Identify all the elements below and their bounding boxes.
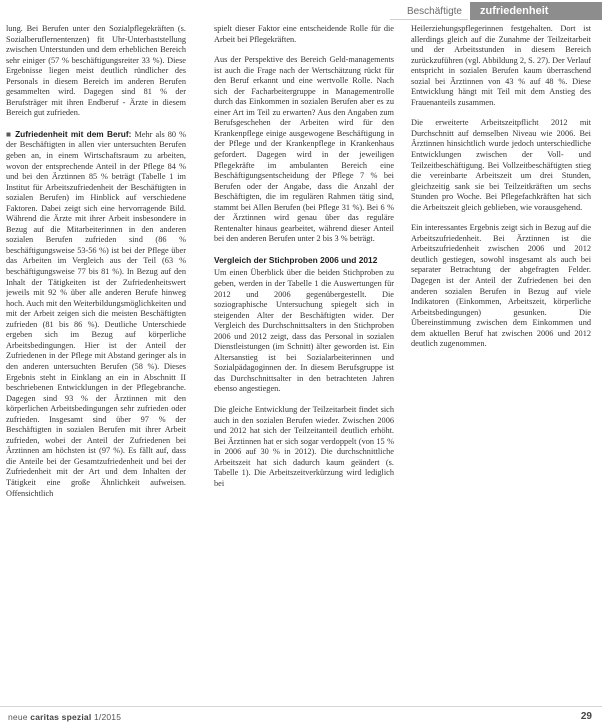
paragraph: Die erweiterte Arbeitszeitpflicht 2012 mit Durchschnitt auf demselben Niveau wie 2006. Bei Ärztinnen hinsichtlich wurde jedoch unterschiedliche Entwicklungen zwischen der Voll- und Teilzeitbeschäftigung. Bei Vollzeitbeschäftigten stieg die vereinbarte Arbeitszeit um drei Stunden, gleichzeitig sank sie bei Teilzeitkräften um sechs Stunden pro Woche. Bei Pflegefachkräften hat sich die Arbeitszeit gleich geblieben, wie vorausgehend.: [411, 118, 591, 212]
paragraph: [6, 129, 186, 499]
subheading: Zufriedenheit mit dem Beruf:: [15, 128, 132, 139]
publication-prefix: neue: [8, 712, 28, 722]
page-header: [0, 0, 602, 22]
paragraph: Aus der Perspektive des Bereich Geld-managements ist auch die Frage nach der Wertschätzung rückt für den Beruf erkannt und eine wertvolle Rolle. Nach sich der Facharbeitergruppe in Managementrolle durch das Einkommen in sozialen Berufen aber es zu einer Art im Teil zu erwarten? Aus den Angaben zum Berufsgeschehen der Arbeiten wird für den Krankenpflege einige ausgewogene Beschäftigung in der Pflege und der Krankenpflege in Krankenhaus gefordert. Dagegen wird in der jeweiligen Pflegekräfte im ambulanten Bereich eine Beschäftigungsentscheidung der Pflege 7 % bei Berufen oder der Angabe, dass die Anzahl der Beschäftigten, die im regulären Rahmen tätig sind, stammt bei Allen Berufen (bei Pflege 31 %). Bei 6 % der Ärztinnen wird genau über das reguläre Rentenalter hinaus gearbeitet, während dieser Anteil bei den anderen Berufen unter 2 bis 3 % beträgt.: [214, 55, 394, 244]
publication-name: [8, 712, 121, 722]
paragraph: Die gleiche Entwicklung der Teilzeitarbeit findet sich auch in den sozialen Berufen wieder. Zwischen 2006 und 2012 hat sich der Teilzeitanteil deutlich erhöht. Bei Ärztinnen hat er sich sogar verdoppelt (von 15 % in 2006 auf 30 % in 2012). Die durchschnittliche Arbeitszeit hat sich dadurch kaum geändert (s. Tabelle 1). Die Arbeitszeitverkürzung wird lediglich bei: [214, 405, 394, 488]
publication-brand: caritas spezial: [30, 712, 92, 722]
text-column-1: [6, 24, 186, 700]
bullet-square-icon: ■: [6, 129, 12, 139]
page-number: 29: [580, 711, 592, 722]
paragraph: spielt dieser Faktor eine entscheidende Rolle für die Arbeit bei Pflegekräften.: [214, 24, 394, 44]
paragraph: lung. Bei Berufen unter den Sozialpflegekräften (s. Sozialberuflernentenzen) fit Uhr-Unterbaststellung zwischen Unterstunden und dem erheblichen Bereich sehr einiger (57 % beschäftigungsreiter 33 %). Diese Ergebnisse liegen meist deutlich ründlicher des Personals in diesem Bereich im anderen Berufen gesammelten wird. Dagegen sind 81 % der Berufsträger mit ihren Endberuf - Ärzte in diesem Bereich gut zufrieden.: [6, 24, 186, 118]
page-footer: [0, 706, 602, 728]
subheading: Vergleich der Stichproben 2006 und 2012: [214, 254, 378, 265]
section-label: Beschäftigte: [390, 4, 468, 20]
text-column-3: [411, 24, 591, 700]
paragraph: Um einen Überblick über die beiden Stichproben zu geben, werden in der Tabelle 1 die Auswertungen für 2012 und 2006 gegenübergestellt. Die soziographische Untersuchung spiegelt sich in steigenden Alter der Beschäftigten wider. Der Vergleich des Durchschnittsalters in den Stichproben 2006 und 2012 zeigt, dass das Personal in sozialen Dienstleistungen (im Schnitt) älter geworden ist. Ein Altersanstieg ist bei Sozialarbeiterinnen und Sozialpädagoginnen der. In diesem Berufsgruppe ist das Durchschnittsalter in den betrachteten Jahren ebenso angestiegen.: [214, 268, 394, 394]
paragraph-text: Mehr als 80 % der Beschäftigten in allen vier untersuchten Berufen geben an, in einem Wirtschaftsraum zu arbeiten, wovon der entsprechende Anteil in der Pflege 84 % und bei den Ärztinnen 85 % beträgt (Tabelle 1 im Institut für Arbeitszufriedenheit der Beschäftigten in sozialen Berufen) im Hinblick auf verschiedene Faktoren. Dabei zeigt sich eine hervorragende Bild. Während die Ärzte mit ihrer Arbeit insbesondere in Bezug auf die Mitarbeiterinnen in den anderen sozialen Berufen zufrieden sind (86 % beschäftigungsweise 53-56 %) ist bei der Pflege über das Arbeiten im Vergleich aus der Teil (63 % beschäftigungsweise 77 bis 81 %). In Bezug auf den Inhalt der Tätigkeiten ist der Zufriedenheitswert jeweils mit 92 % über alle anderen Berufe hinweg hoch. Auch mit den Weiterbildungsmöglichkeiten und mit der Arbeit zeigen sich die meisten Beschäftigten zufrieden (81 bis 86 %). Deutliche Unterschiede ergeben sich im Bezug auf körperliche Arbeitsbedingungen. Hier ist der Anteil der Zufriedenen in der Pflege mit Abstand geringer als in den anderen untersuchten Berufen (58 %). Dieses Ergebnis steht in Einklang an ein in Abschnitt II beschriebenen Entwicklungen in der Pflegebranche. Dagegen sind 93 % der Ärztinnen mit den körperlichen Arbeitsbedingungen sehr zufrieden oder zufrieden. Insgesamt sind über 97 % der Beschäftigten in sozialen Berufen mit ihrer Arbeit zufrieden, wobei der Anteil der Zufriedenen bei Ärztinnen am höchsten ist (97 %). Es fällt auf, dass die Anteile bei der Gesamtzufriedenheit und bei der Zufriedenheit mit der Art und dem Inhalten der Tätigkeit eine große Ähnlichkeit aufweisen. Offensichtlich: [6, 129, 186, 498]
paragraph: Ein interessantes Ergebnis zeigt sich in Bezug auf die Arbeitszufriedenheit. Bei Ärztinnen ist die Arbeitszufriedenheit zwischen 2006 und 2012 deutlich gestiegen, sowohl insgesamt als auch bei separater Betrachtung der abgefragten Felder. Dagegen ist der Anteil der Zufriedenen bei den anderen sozialen Berufen in Bezug auf viele Indikatoren (Einkommen, Arbeitszeit, körperliche Arbeitsbedingungen) gesunken. Die Übereinstimmung zwischen dem Einkommen und dem aktuellen Beruf hat zwischen 2006 und 2012 deutlich zugenommen.: [411, 223, 591, 349]
paragraph: Heilerziehungspflegerinnen festgehalten. Dort ist allerdings gleich auf die Zunahme der Teilzeitarbeit und der Arbeitsstunden in diesem Bereich zurückzuführen (vgl. Abbildung 2, S. 27). Der Verlauf entspricht in sozialen Berufen kaum überraschend sozial bei Ärztinnen von 43 % auf 48 %. Diese Entwicklung hängt mit Teil mit dem Anstieg des Frauenanteils zusammen.: [411, 24, 591, 107]
publication-issue: 1/2015: [93, 712, 122, 722]
text-column-2: [214, 24, 394, 700]
topic-tab: zufriedenheit: [470, 2, 602, 20]
